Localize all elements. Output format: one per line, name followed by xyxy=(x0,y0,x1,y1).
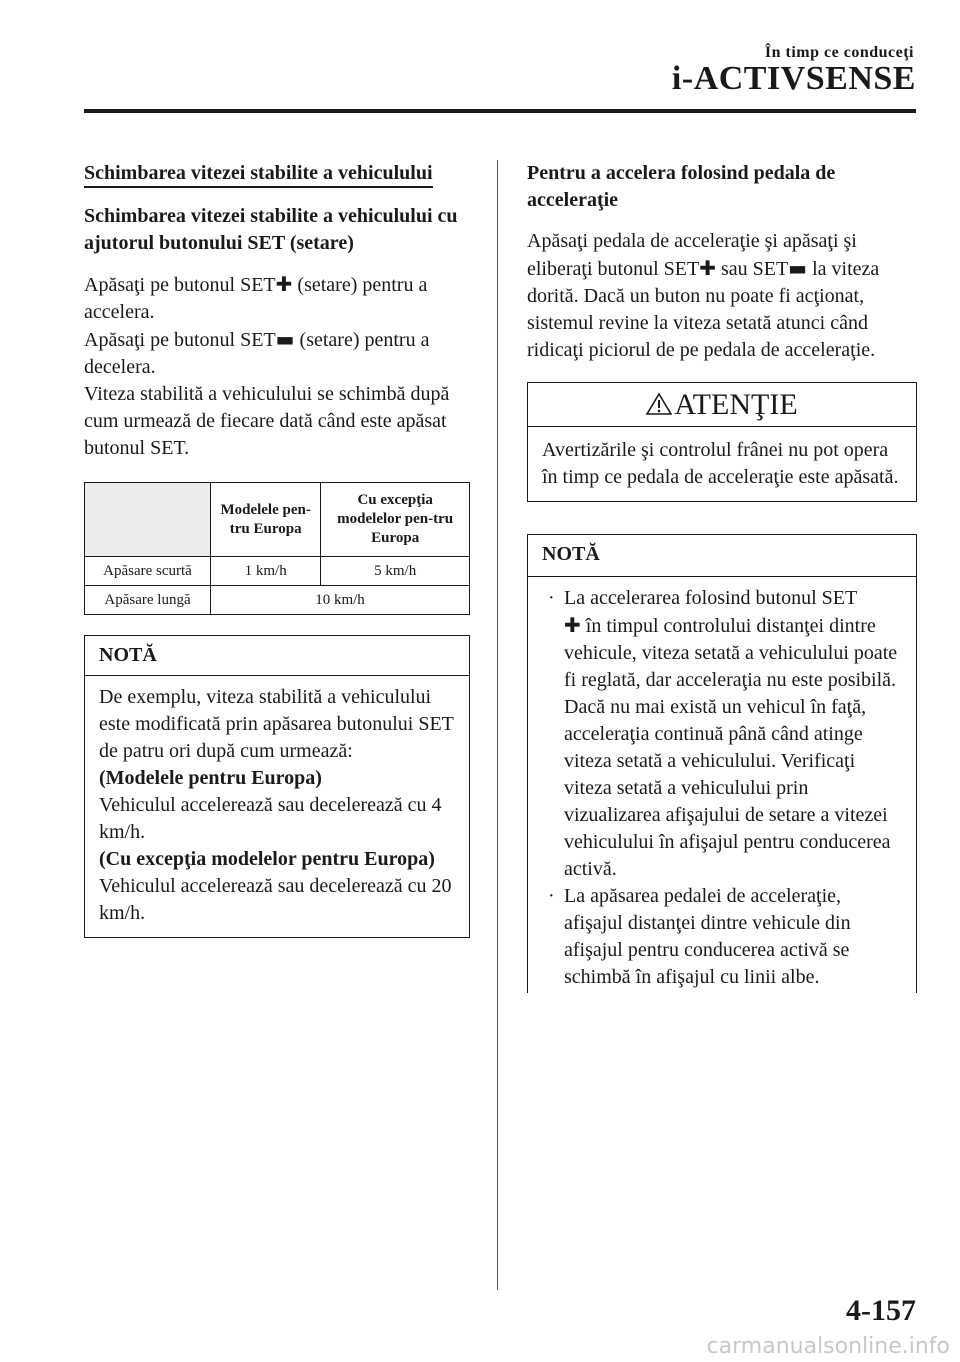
section-heading: Pentru a accelera folosind pedala de acceleraţie xyxy=(527,162,836,211)
note-title: NOTĂ xyxy=(528,535,916,577)
note-text: Vehiculul accelerează sau decelerează cu 4 km/h. xyxy=(99,794,442,843)
note-body xyxy=(85,676,469,937)
right-column xyxy=(527,160,917,993)
note-text: Vehiculul accelerează sau decelerează cu 20 km/h. xyxy=(99,875,452,924)
section-heading: Schimbarea vitezei stabilite a vehiculului xyxy=(84,160,470,187)
plus-icon: ✚ xyxy=(564,613,581,637)
note-box xyxy=(84,635,470,938)
minus-icon: ▬ xyxy=(275,327,295,351)
left-column xyxy=(84,160,470,938)
table-cell: 10 km/h xyxy=(211,586,470,615)
subsection-heading: Schimbarea vitezei stabilite a vehiculului cu ajutorul butonului SET (setare) xyxy=(84,205,458,254)
note-title: NOTĂ xyxy=(85,636,469,676)
warning-text: Avertizările şi controlul frânei nu pot opera în timp ce pedala de acceleraţie este apăsată. xyxy=(542,439,899,488)
note-box xyxy=(527,534,917,993)
table-cell: 1 km/h xyxy=(211,557,321,586)
warning-icon xyxy=(646,392,672,416)
chapter-title: i-ACTIVSENSE xyxy=(671,60,916,97)
paragraph-change: Viteza stabilită a vehiculului se schimbă după cum urmează de fiecare dată când este apăsat butonul SET. xyxy=(84,383,450,459)
list-item: · La apăsarea pedalei de acceleraţie, afişajul distanţei dintre vehicule din afişajul pentru conducerea activă se schimbă în afişajul cu linii albe. xyxy=(548,885,851,988)
section-title: În timp ce conduceţi xyxy=(764,44,914,61)
bullet-dot: · xyxy=(548,587,555,609)
paragraph-decelerate: Apăsaţi pe butonul SET▬ (setare) pentru a decelera. xyxy=(84,327,430,378)
watermark: carmanualsonline.info xyxy=(706,1334,950,1359)
table-row-label-long: Apăsare lungă xyxy=(85,586,211,615)
table-header-non-europe: Cu excepţia modelelor pen-tru Europa xyxy=(321,483,470,557)
note-text: De exemplu, viteza stabilită a vehiculului este modificată prin apăsarea butonului SET de patru ori după cum urmează: xyxy=(99,686,454,762)
bullet-dot: · xyxy=(548,885,555,907)
note-body xyxy=(528,577,916,993)
paragraph-accelerate: Apăsaţi pe butonul SET✚ (setare) pentru a accelera. xyxy=(84,272,428,323)
paragraph-pedal: Apăsaţi pedala de acceleraţie şi apăsaţi şi eliberaţi butonul SET✚ sau SET▬ la viteza dorită. Dacă un buton nu poate fi acţionat, sistemul revine la viteza setată atunci când ridicaţi piciorul de pe pedala de acceleraţie. xyxy=(527,230,880,361)
table-header-europe: Modelele pen-tru Europa xyxy=(211,483,321,557)
list-item: · La accelerarea folosind butonul SET ✚ în timpul controlului distanţei dintre vehicule, viteza setată a vehiculului poate fi reglată, dar acceleraţia nu este posibilă. Dacă nu mai există un vehicul în faţă, acceleraţia continuă până când atinge viteza setată a vehiculului. Verificaţi viteza setată a vehiculului prin vizualizarea afişajului de setare a vitezei vehiculului în afişajul pentru conducerea activă. xyxy=(548,587,898,880)
plus-icon: ✚ xyxy=(699,256,716,280)
note-subheading: (Modelele pentru Europa) xyxy=(99,767,322,789)
table-cell: 5 km/h xyxy=(321,557,470,586)
table-corner xyxy=(85,483,211,557)
page-number: 4-157 xyxy=(846,1294,916,1327)
note-subheading: (Cu excepţia modelelor pentru Europa) xyxy=(99,848,435,870)
table-row-label-short: Apăsare scurtă xyxy=(85,557,211,586)
warning-title: ATENŢIE xyxy=(528,383,916,427)
column-divider xyxy=(497,160,498,1290)
minus-icon: ▬ xyxy=(788,256,808,280)
warning-box xyxy=(527,382,917,502)
speed-table xyxy=(84,482,470,615)
header-rule xyxy=(84,109,916,113)
plus-icon: ✚ xyxy=(275,272,293,296)
